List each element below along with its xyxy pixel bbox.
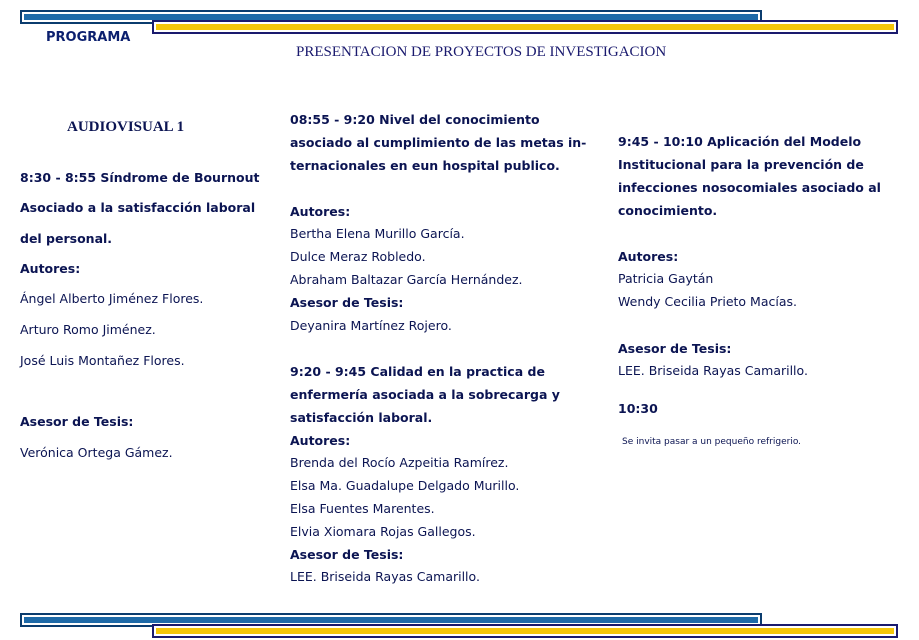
session-1-author: José Luis Montañez Flores. <box>20 353 185 368</box>
session-3-author: Elsa Fuentes Marentes. <box>290 501 435 516</box>
session-3-autores-label: Autores: <box>290 433 351 448</box>
break-time: 10:30 <box>618 401 658 416</box>
session-1-line-2: Asociado a la satisfacción laboral <box>20 200 256 215</box>
session-4-line-1: 9:45 - 10:10 Aplicación del Modelo <box>618 134 862 149</box>
top-yellow-bar <box>152 20 898 34</box>
session-4-line-3: infecciones nosocomiales asociado al <box>618 180 881 195</box>
session-3-author: Elvia Xiomara Rojas Gallegos. <box>290 524 476 539</box>
session-2-autores-label: Autores: <box>290 204 351 219</box>
session-2-line-3: ternacionales en eun hospital publico. <box>290 158 560 173</box>
session-3-author: Brenda del Rocío Azpeitia Ramírez. <box>290 455 509 470</box>
session-1-author: Arturo Romo Jiménez. <box>20 322 156 337</box>
session-4-line-2: Institucional para la prevención de <box>618 157 864 172</box>
programa-label: PROGRAMA <box>46 30 131 45</box>
session-3-asesor-label: Asesor de Tesis: <box>290 547 404 562</box>
session-2-author: Bertha Elena Murillo García. <box>290 226 465 241</box>
session-2-author: Abraham Baltazar García Hernández. <box>290 272 523 287</box>
session-4-asesor-label: Asesor de Tesis: <box>618 341 732 356</box>
session-4-autores-label: Autores: <box>618 249 679 264</box>
session-2-asesor: Deyanira Martínez Rojero. <box>290 318 452 333</box>
bottom-yellow-bar <box>152 624 898 638</box>
session-3-author: Elsa Ma. Guadalupe Delgado Murillo. <box>290 478 520 493</box>
session-1-line-1: 8:30 - 8:55 Síndrome de Bournout <box>20 170 260 185</box>
session-3-line-3: satisfacción laboral. <box>290 410 433 425</box>
refreshment-note: Se invita pasar a un pequeño refrigerio. <box>622 437 802 447</box>
session-4-author: Wendy Cecilia Prieto Macías. <box>618 294 797 309</box>
session-1-asesor-label: Asesor de Tesis: <box>20 414 134 429</box>
session-1-asesor: Verónica Ortega Gámez. <box>20 445 173 460</box>
session-2-author: Dulce Meraz Robledo. <box>290 249 426 264</box>
session-2-line-2: asociado al cumplimiento de las metas in- <box>290 135 587 150</box>
page-title: PRESENTACION DE PROYECTOS DE INVESTIGACION <box>296 44 667 60</box>
audiovisual-heading: AUDIOVISUAL 1 <box>67 119 185 135</box>
session-1-autores-label: Autores: <box>20 261 81 276</box>
session-4-author: Patricia Gaytán <box>618 271 714 286</box>
session-1-line-3: del personal. <box>20 231 113 246</box>
session-3-asesor: LEE. Briseida Rayas Camarillo. <box>290 569 480 584</box>
session-4-line-4: conocimiento. <box>618 203 718 218</box>
session-2-line-1: 08:55 - 9:20 Nivel del conocimiento <box>290 112 540 127</box>
session-3-line-2: enfermería asociada a la sobrecarga y <box>290 387 560 402</box>
session-1-author: Ángel Alberto Jiménez Flores. <box>20 291 204 306</box>
session-2-asesor-label: Asesor de Tesis: <box>290 295 404 310</box>
session-3-line-1: 9:20 - 9:45 Calidad en la practica de <box>290 364 545 379</box>
session-4-asesor: LEE. Briseida Rayas Camarillo. <box>618 363 808 378</box>
